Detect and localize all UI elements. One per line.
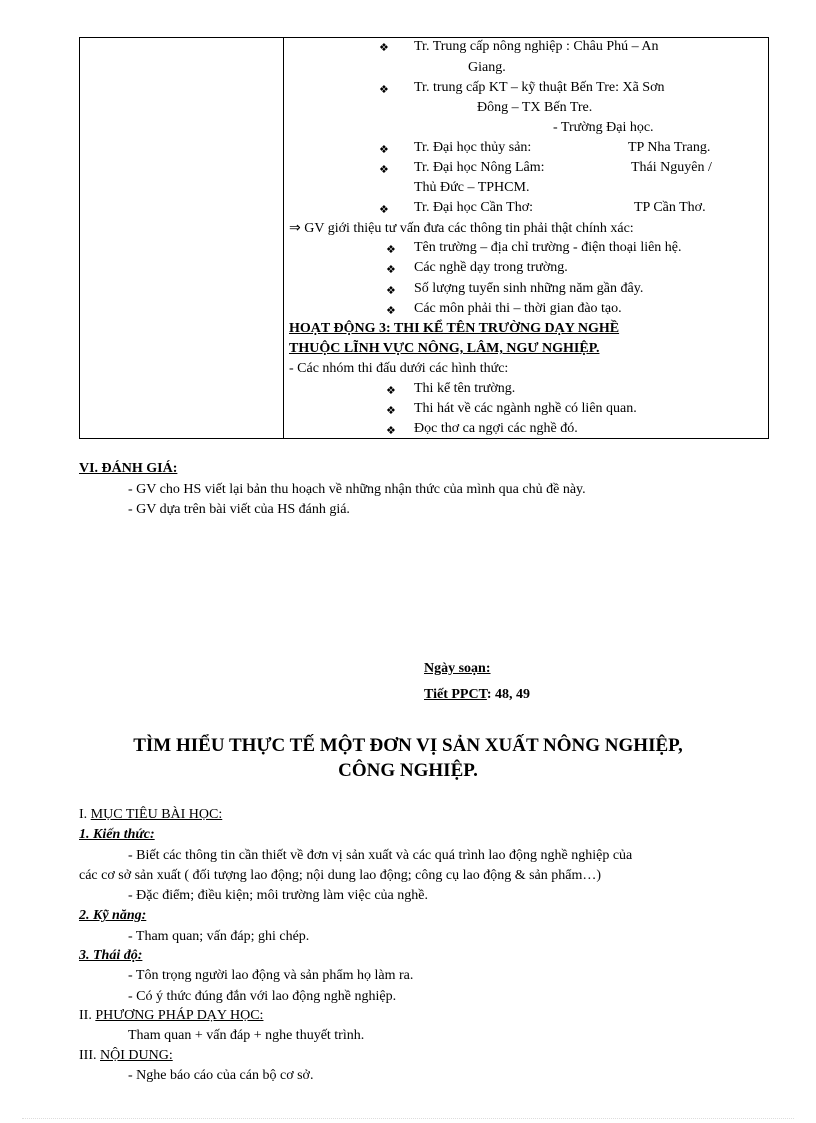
school-line: Thủ Đức – TPHCM. — [414, 180, 530, 195]
school-line: Tr. Đại học Cần Thơ: — [414, 200, 534, 215]
school-line: Đông – TX Bến Tre. — [477, 100, 593, 115]
attitude-line: - Có ý thức đúng đắn với lao động nghề nghiệp. — [128, 989, 397, 1004]
bullet-icon: ❖ — [379, 41, 389, 54]
page-bottom-divider — [22, 1118, 794, 1119]
knowledge-line: - Biết các thông tin cần thiết về đơn vị sản xuất và các quá trình lao động nghề nghiệp của — [128, 848, 633, 863]
page-title: TÌM HIỂU THỰC TẾ MỘT ĐƠN VỊ SẢN XUẤT NÔNG NGHIỆP, — [133, 735, 683, 756]
school-line: Giang. — [468, 60, 506, 75]
section2-heading — [79, 1008, 263, 1024]
bullet-icon: ❖ — [379, 143, 389, 156]
section1-prefix: I. — [79, 807, 91, 822]
school-line: - Trường Đại học. — [553, 120, 654, 135]
activity3-heading: THUỘC LĨNH VỰC NÔNG, LÂM, NGƯ NGHIỆP. — [289, 341, 600, 356]
info-item: Các nghề dạy trong trường. — [414, 260, 568, 275]
section2-prefix: II. — [79, 1008, 96, 1023]
bullet-icon: ❖ — [379, 203, 389, 216]
knowledge-heading: 1. Kiến thức: — [79, 827, 155, 842]
bullet-icon: ❖ — [386, 304, 396, 317]
school-place: TP Nha Trang. — [628, 140, 711, 155]
evaluation-line: - GV cho HS viết lại bản thu hoạch về những nhận thức của mình qua chủ đề này. — [128, 482, 586, 497]
groups-intro: - Các nhóm thi đấu dưới các hình thức: — [289, 361, 509, 376]
skills-heading: 2. Kỹ năng: — [79, 908, 147, 923]
section3-prefix: III. — [79, 1048, 100, 1063]
school-place: Thái Nguyên / — [631, 160, 712, 175]
section3-line: - Nghe báo cáo của cán bộ cơ sở. — [128, 1068, 314, 1083]
bullet-icon: ❖ — [386, 384, 396, 397]
section3-heading — [79, 1048, 173, 1064]
form-item: Đọc thơ ca ngợi các nghề đó. — [414, 421, 578, 436]
ppct-line — [424, 687, 530, 703]
school-line: Tr. trung cấp KT – kỹ thuật Bến Tre: Xã Sơn — [414, 80, 665, 95]
evaluation-heading: VI. ĐÁNH GIÁ: — [79, 461, 178, 476]
bullet-icon: ❖ — [379, 163, 389, 176]
page-title: CÔNG NGHIỆP. — [338, 760, 478, 781]
bullet-icon: ❖ — [386, 404, 396, 417]
bullet-icon: ❖ — [386, 243, 396, 256]
school-line: Tr. Đại học Nông Lâm: — [414, 160, 545, 175]
knowledge-line: - Đặc điểm; điều kiện; môi trường làm việc của nghề. — [128, 888, 428, 903]
skills-line: - Tham quan; vấn đáp; ghi chép. — [128, 929, 310, 944]
section1-title: MỤC TIÊU BÀI HỌC: — [90, 807, 223, 822]
ppct-value: : 48, 49 — [486, 687, 531, 702]
bullet-icon: ❖ — [386, 284, 396, 297]
info-item: Tên trường – địa chỉ trường - điện thoại liên hệ. — [414, 240, 682, 255]
bullet-icon: ❖ — [386, 263, 396, 276]
school-line: Tr. Trung cấp nông nghiệp : Châu Phú – An — [414, 39, 659, 54]
date-label: Ngày soạn: — [424, 661, 491, 676]
table-column-divider — [283, 38, 284, 438]
info-item: Các môn phải thi – thời gian đào tạo. — [414, 301, 622, 316]
activity-table — [79, 37, 769, 439]
info-item: Số lượng tuyển sinh những năm gần đây. — [414, 281, 644, 296]
knowledge-line: các cơ sở sản xuất ( đối tượng lao động; nội dung lao động; công cụ lao động & sản phẩm…) — [79, 868, 602, 883]
section3-title: NỘI DUNG: — [100, 1048, 173, 1063]
bullet-icon: ❖ — [386, 424, 396, 437]
activity3-heading: HOẠT ĐỘNG 3: THI KỂ TÊN TRƯỜNG DẠY NGHỀ — [289, 321, 620, 336]
section2-title: PHƯƠNG PHÁP DẠY HỌC: — [95, 1008, 264, 1023]
gv-intro: ⇒ GV giới thiệu tư vấn đưa các thông tin phải thật chính xác: — [289, 221, 634, 236]
bullet-icon: ❖ — [379, 83, 389, 96]
attitude-heading: 3. Thái độ: — [79, 948, 143, 963]
school-line: Tr. Đại học thủy sản: — [414, 140, 532, 155]
school-place: TP Cần Thơ. — [634, 200, 706, 215]
form-item: Thi hát về các ngành nghề có liên quan. — [414, 401, 637, 416]
attitude-line: - Tôn trọng người lao động và sản phẩm họ làm ra. — [128, 968, 414, 983]
section2-line: Tham quan + vấn đáp + nghe thuyết trình. — [128, 1028, 365, 1043]
evaluation-line: - GV dựa trên bài viết của HS đánh giá. — [128, 502, 350, 517]
form-item: Thi kể tên trường. — [414, 381, 516, 396]
ppct-label: Tiết PPCT — [424, 687, 487, 702]
section1-heading — [79, 807, 222, 823]
